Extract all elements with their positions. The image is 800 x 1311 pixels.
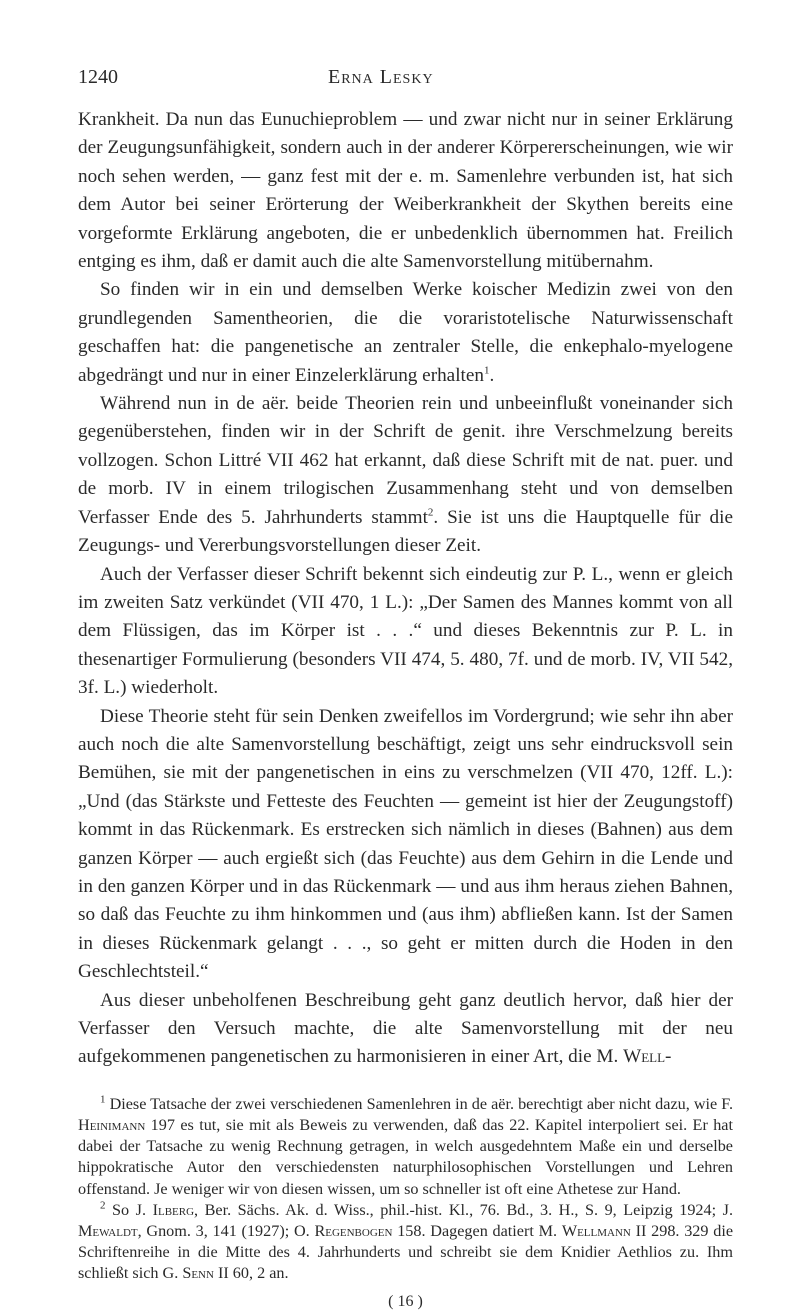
- footnote-text: II 298. 329 die Schriftenreihe in die Mitte des 4. Jahrhunderts und schreibt sie dem Knidier Aethlios zu. Ihm schließt sich G.: [78, 1222, 734, 1283]
- folio: ( 16 ): [388, 1292, 423, 1310]
- paragraph: [78, 561, 733, 703]
- paragraph: [78, 106, 733, 276]
- author-name: Mewaldt: [78, 1222, 138, 1241]
- footnote-text: Diese Tatsache der zwei verschiedenen Samenlehren in de aër. berechtigt aber nicht dazu, wie F.: [109, 1094, 734, 1113]
- body-text: [78, 106, 733, 1072]
- author-name: Heinimann: [78, 1116, 146, 1135]
- paragraph-text: Während nun in de aër. beide Theorien rein und unbeeinflußt voneinander sich gegenüberstehen, finden wir in der Schrift de genit. ihre Verschmelzung bereits vollzogen. Schon Littré VII 462 hat erkannt, daß diese Schrift mit de nat. puer. und de morb. IV in einem trilogischen Zusammenhang steht und von demselben Verfasser Ende des 5. Jahrhunderts stammt: [78, 393, 733, 528]
- footnote-ref: 2: [427, 506, 434, 519]
- footnote-ref: 1: [483, 364, 490, 377]
- footnote-text: 158. Dagegen datiert M.: [392, 1222, 562, 1241]
- author-name: Regenbogen: [314, 1222, 393, 1241]
- paragraph: [78, 987, 733, 1072]
- footnote-text: , Ber. Sächs. Ak. d. Wiss., phil.-hist. Kl., 76. Bd., 3. H., S. 9, Leipzig 1924; J.: [194, 1200, 733, 1219]
- running-head: Erna Lesky: [328, 66, 434, 88]
- footnote-mark: 1: [100, 1093, 106, 1106]
- page: [78, 66, 733, 1311]
- paragraph: So finden wir in ein und demselben Werke koischer Medizin zwei von den grundlegenden Samentheorien, die die voraristotelische Naturwissenschaft geschaffen hat: die pangenetische an zentraler Stelle, die enkephalo-myelogene abgedrängt und nur in einer Einzelerklärung erhalten$^1$.: [78, 279, 733, 386]
- page-header: [78, 66, 733, 96]
- author-name: Ilberg: [152, 1200, 195, 1219]
- paragraph-text: Auch der Verfasser dieser Schrift bekennt sich eindeutig zur P. L., wenn er gleich im zweiten Satz verkündet (VII 470, 1 L.): „Der Samen des Mannes kommt von all dem Flüssigen, das im Körper ist . . .“ und dieses Bekenntnis zur P. L. in thesenartiger Formulierung (besonders VII 474, 5. 480, 7f. und de morb. IV, VII 542, 3f. L.) wiederholt.: [78, 563, 733, 699]
- footnotes: [78, 1094, 733, 1285]
- paragraph-text: Diese Theorie steht für sein Denken zweifellos im Vordergrund; wie sehr ihn aber auch noch die alte Samenvorstellung beschäftigt, zeigt uns sehr eindrucksvoll sein Bemühen, sie mit der pangenetischen in eins zu verschmelzen (VII 470, 12ff. L.): „Und (das Stärkste und Fetteste des Feuchten — gemeint ist hier der Zeugungstoff) kommt in das Rückenmark. Es erstrecken sich nämlich in dieses (Bahnen) aus dem ganzen Körper — auch ergießt sich (das Feuchte) aus dem Gehirn in die Lende und in den ganzen Körper und in das Rückenmark — und aus ihm heraus ziehen Bahnen, so daß das Feuchte zu ihm hinkommen und (aus ihm) abfließen kann. Ist der Samen in dieses Rückenmark gelangt . . ., so geht er mitten durch die Hoden in den Geschlechtsteil.“: [78, 705, 733, 983]
- paragraph-text: So finden wir in ein und demselben Werke koischer Medizin zwei von den grundlegenden Samentheorien, die die voraristotelische Naturwissenschaft geschaffen hat: die pangenetische an zentraler Stelle, die enkephalo-myelogene abgedrängt und nur in einer Einzelerklärung erhalten: [78, 279, 733, 386]
- page-number: 1240: [78, 66, 118, 88]
- footnote-text: So J.: [112, 1200, 153, 1219]
- paragraph-text: Aus dieser unbeholfenen Beschreibung geht ganz deutlich hervor, daß hier der Verfasser den Versuch machte, die alte Samenvorstellung mit der neu aufgekommenen pangenetischen zu harmonisieren in einer Art, die M.: [78, 989, 733, 1068]
- footnote: [78, 1094, 733, 1200]
- footnote-text: II 60, 2 an.: [213, 1264, 289, 1283]
- footnote: [78, 1200, 733, 1285]
- footnote-text: 197 es tut, sie mit als Beweis zu verwenden, daß das 22. Kapitel interpoliert sei. Er hat dabei der Tatsache zu wenig Rechnung getragen, in welch ausgedehntem Maße ein und derselbe hippokratische Autor den verschiedensten naturphilosophischen Vorstellungen und Lehren offenstand. Je weniger wir von diesen wissen, um so schneller ist oft eine Athetese zur Hand.: [78, 1116, 733, 1198]
- footnote-mark: 2: [100, 1199, 106, 1212]
- paragraph-text: Krankheit. Da nun das Eunuchieproblem — und zwar nicht nur in seiner Erklärung der Zeugungsunfähigkeit, sondern auch in der anderer Körpererscheinungen, wie wir noch sehen werden, — ganz fest mit der e. m. Samenlehre verbunden ist, hat sich dem Autor bei seiner Erörterung der Weiberkrankheit der Skythen bereits eine vorgeformte Erklärung angeboten, die er unbedenklich übernommen hat. Freilich entging es ihm, daß er damit auch die alte Samenvorstellung mitübernahm.: [78, 109, 733, 273]
- paragraph: Während nun in de aër. beide Theorien rein und unbeeinflußt voneinander sich gegenüberstehen, finden wir in der Schrift de genit. ihre Verschmelzung bereits vollzogen. Schon Littré VII 462 hat erkannt, daß diese Schrift mit de nat. puer. und de morb. IV in einem trilogischen Zusammenhang steht und von demselben Verfasser Ende des 5. Jahrhunderts stammt$^2$. Sie ist uns die Hauptquelle für die Zeugungs- und Vererbungsvorstellungen dieser Zeit.: [78, 393, 733, 557]
- footnote-text: , Gnom. 3, 141 (1927); O.: [137, 1222, 315, 1241]
- paragraph-text: Sie ist uns die Hauptquelle für die Zeugungs- und Vererbungsvorstellungen dieser Zeit.: [78, 506, 733, 557]
- author-name: Wellmann: [561, 1222, 631, 1241]
- author-name: Well-: [623, 1046, 672, 1068]
- author-name: Senn: [182, 1264, 214, 1283]
- paragraph: [78, 703, 733, 987]
